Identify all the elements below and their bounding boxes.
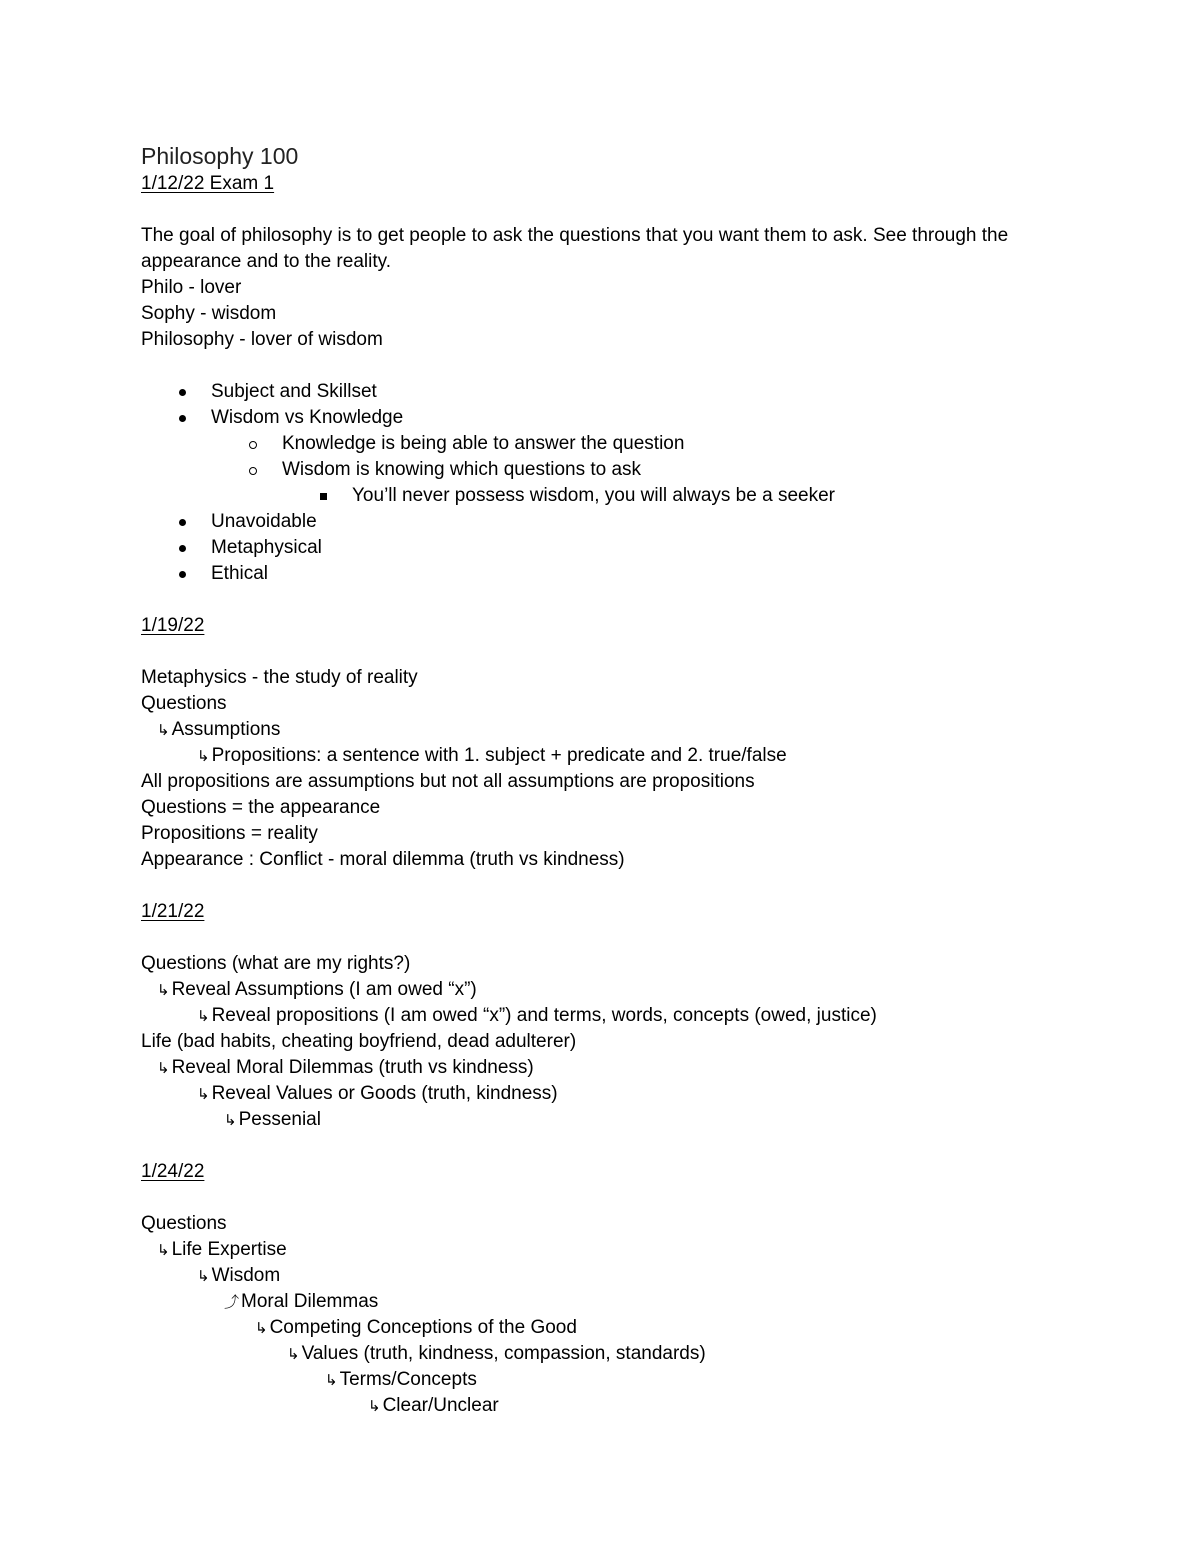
definition-line: Philo - lover: [141, 277, 242, 298]
note-line: Appearance : Conflict - moral dilemma (truth vs kindness): [141, 849, 625, 870]
note-line: ↳ Life Expertise: [157, 1239, 287, 1260]
down-right-arrow-icon: ↳: [197, 748, 210, 765]
section-heading-0121: 1/21/22: [141, 901, 205, 922]
down-right-arrow-icon: ↳: [224, 1112, 237, 1129]
down-right-arrow-icon: ↳: [197, 1268, 210, 1285]
document-title: Philosophy 100: [141, 143, 299, 169]
note-line: ↳ Pessenial: [224, 1109, 321, 1130]
section-heading-0124: 1/24/22: [141, 1161, 205, 1182]
note-line: ⤴ Moral Dilemmas: [224, 1291, 379, 1312]
list-item: Wisdom vs Knowledge: [141, 405, 1061, 431]
circle-bullet-icon: [243, 457, 263, 483]
note-line: All propositions are assumptions but not all assumptions are propositions: [141, 771, 755, 792]
note-line: ↳ Propositions: a sentence with 1. subject + predicate and 2. true/false: [197, 745, 787, 766]
note-line: ↳ Reveal propositions (I am owed “x”) and terms, words, concepts (owed, justice): [197, 1005, 877, 1026]
note-line: ↳ Competing Conceptions of the Good: [255, 1317, 577, 1338]
down-right-arrow-icon: ↳: [157, 1060, 170, 1077]
down-right-arrow-icon: ↳: [157, 722, 170, 739]
note-line: ↳ Assumptions: [157, 719, 281, 740]
note-line: Life (bad habits, cheating boyfriend, dead adulterer): [141, 1031, 577, 1052]
disc-bullet-icon: [172, 509, 192, 535]
list-item: Ethical: [141, 561, 1061, 587]
disc-bullet-icon: [172, 561, 192, 587]
disc-bullet-icon: [172, 535, 192, 561]
definition-line: Philosophy - lover of wisdom: [141, 329, 383, 350]
circle-bullet-icon: [243, 431, 263, 457]
definition-line: Sophy - wisdom: [141, 303, 277, 324]
note-line: Propositions = reality: [141, 823, 318, 844]
down-right-arrow-icon: ↳: [157, 982, 170, 999]
down-right-arrow-icon: ↳: [325, 1372, 338, 1389]
note-line: ↳ Clear/Unclear: [368, 1395, 499, 1416]
note-line: ↳ Reveal Values or Goods (truth, kindness): [197, 1083, 558, 1104]
bullet-list: [141, 379, 1061, 587]
disc-bullet-icon: [172, 379, 192, 405]
document-page: [141, 141, 1061, 1419]
down-right-arrow-icon: ↳: [197, 1008, 210, 1025]
list-item: Subject and Skillset: [141, 379, 1061, 405]
down-right-arrow-icon: ↳: [157, 1242, 170, 1259]
note-line: Questions (what are my rights?): [141, 953, 411, 974]
note-line: Questions: [141, 1213, 227, 1234]
list-item: Knowledge is being able to answer the question: [141, 431, 1061, 457]
intro-paragraph: The goal of philosophy is to get people to ask the questions that you want them to ask. See through the appearance and to the reality.: [141, 225, 1009, 272]
disc-bullet-icon: [172, 405, 192, 431]
note-line: ↳ Values (truth, kindness, compassion, standards): [287, 1343, 706, 1364]
up-right-arrow-icon: ⤴: [224, 1294, 240, 1311]
down-right-arrow-icon: ↳: [197, 1086, 210, 1103]
note-line: Questions = the appearance: [141, 797, 381, 818]
note-line: ↳ Terms/Concepts: [325, 1369, 477, 1390]
list-item: Unavoidable: [141, 509, 1061, 535]
note-line: Questions: [141, 693, 227, 714]
down-right-arrow-icon: ↳: [287, 1346, 300, 1363]
down-right-arrow-icon: ↳: [368, 1398, 381, 1415]
list-item: You’ll never possess wisdom, you will always be a seeker: [141, 483, 1061, 509]
down-right-arrow-icon: ↳: [255, 1320, 268, 1337]
square-bullet-icon: [313, 483, 333, 509]
section-heading-0119: 1/19/22: [141, 615, 205, 636]
note-line: ↳ Reveal Moral Dilemmas (truth vs kindness): [157, 1057, 534, 1078]
list-item: Metaphysical: [141, 535, 1061, 561]
note-line: ↳ Reveal Assumptions (I am owed “x”): [157, 979, 477, 1000]
section-heading-exam1: 1/12/22 Exam 1: [141, 173, 275, 194]
note-line: Metaphysics - the study of reality: [141, 667, 418, 688]
note-line: ↳ Wisdom: [197, 1265, 281, 1286]
list-item: Wisdom is knowing which questions to ask: [141, 457, 1061, 483]
